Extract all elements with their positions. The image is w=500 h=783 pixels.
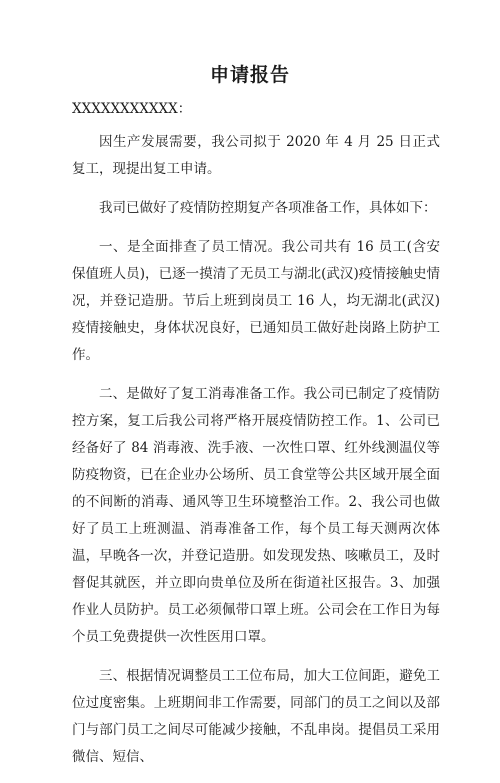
document-body bbox=[72, 129, 440, 783]
document-title: 申请报告 bbox=[209, 64, 290, 86]
paragraph-item-3: 三、根据情况调整员工工位布局，加大工位间距，避免工位过度密集。上班期间非工作需要，同部门的员工之间以及部门与部门员工之间尽可能减少接触，不乱串岗。提倡员工采用微信、短信、 bbox=[72, 668, 440, 765]
paragraph-item-2: 二、是做好了复工消毒准备工作。我公司已制定了疫情防控方案，复工后我公司将严格开展疫情防控工作。1、公司已经备好了 84 消毒液、洗手液、一次性口罩、红外线测温仪等防疫物资，已在企业办公场所、员工食堂等公共区域开展全面的不间断的消毒、通风等卫生环境整治工作。2、我公司也做好了员工上班测温、消毒准备工作，每个员工每天测两次体温，早晚各一次，并登记造册。如发现发热、咳嗽员工，及时督促其就医，并立即向贵单位及所在街道社区报告。3、加强作业人员防护。员工必须佩带口罩上班。公司会在工作日为每个员工免费提供一次性医用口罩。 bbox=[72, 386, 440, 645]
paragraph-intro: 因生产发展需要，我公司拟于 2020 年 4 月 25 日正式复工，现提出复工申请。 bbox=[72, 134, 440, 177]
paragraph-item-1: 一、是全面排查了员工情况。我公司共有 16 员工(含安保值班人员)，已逐一摸清了无员工与湖北(武汉)疫情接触史情况，并登记造册。节后上班到岗员工 16 人，均无湖北(武汉)疫情接触史，身体状况良好，已通知员工做好赴岗路上防护工作。 bbox=[72, 239, 440, 363]
paragraph-summary: 我司已做好了疫情防控期复产各项准备工作，具体如下： bbox=[99, 200, 437, 216]
salutation: XXXXXXXXXXX： bbox=[72, 101, 192, 117]
